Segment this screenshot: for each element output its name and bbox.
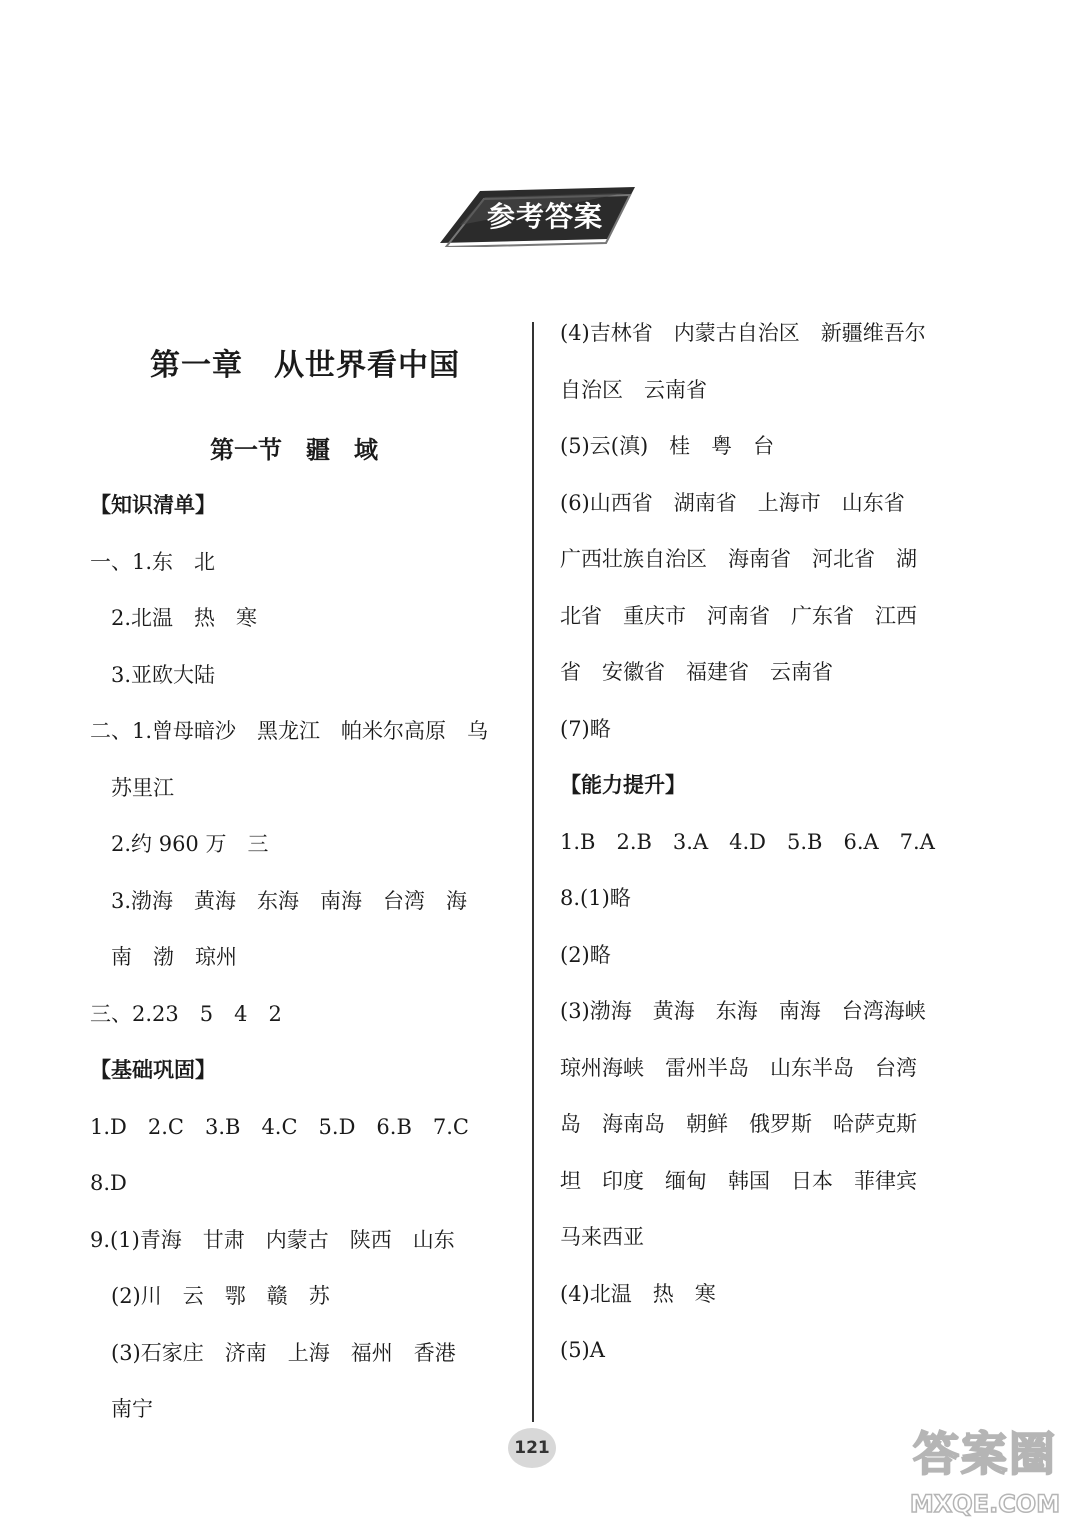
answer-line: 南 渤 琼州 <box>90 945 237 969</box>
answer-line: 省 安徽省 福建省 云南省 <box>560 660 833 684</box>
chapter-title: 第一章 从世界看中国 <box>150 348 460 383</box>
answer-line: (3)渤海 黄海 东海 南海 台湾海峡 <box>560 999 926 1023</box>
answer-line: 【知识清单】 <box>90 492 216 517</box>
section-title: 第一节 疆 域 <box>210 435 378 464</box>
answer-line: 自治区 云南省 <box>560 377 707 402</box>
answer-line: 三、2.23 5 4 2 <box>90 1001 282 1026</box>
answer-line: 南宁 <box>90 1397 153 1421</box>
watermark <box>900 1418 1070 1528</box>
answer-line: 坦 印度 缅甸 韩国 日本 菲律宾 <box>560 1168 917 1193</box>
watermark-url: MXQE.COM <box>909 1490 1061 1518</box>
column-divider <box>532 322 534 1422</box>
answer-line: (2)略 <box>560 942 611 967</box>
answer-line: 岛 海南岛 朝鲜 俄罗斯 哈萨克斯 <box>560 1112 917 1136</box>
answer-line: 【基础巩固】 <box>90 1057 216 1082</box>
answer-line: 8.(1)略 <box>560 886 631 910</box>
answer-line: 【能力提升】 <box>560 772 686 797</box>
answer-line: 1.D 2.C 3.B 4.C 5.D 6.B 7.C <box>90 1114 469 1139</box>
answer-line: 2.北温 热 寒 <box>90 606 258 630</box>
answer-line: (6)山西省 湖南省 上海市 山东省 <box>560 490 905 515</box>
answer-line: 2.约 960 万 三 <box>90 832 269 856</box>
watermark-logo: 答案圈 <box>913 1427 1057 1481</box>
answer-line: 一、1.东 北 <box>90 549 216 574</box>
answer-line: 北省 重庆市 河南省 广东省 江西 <box>560 603 917 628</box>
answer-line: (7)略 <box>560 716 611 741</box>
answer-line: 1.B 2.B 3.A 4.D 5.B 6.A 7.A <box>560 829 935 854</box>
answer-line: (5)A <box>560 1338 605 1362</box>
answer-line: 二、1.曾母暗沙 黑龙江 帕米尔高原 乌 <box>90 719 489 743</box>
answer-line: 广西壮族自治区 海南省 河北省 湖 <box>560 547 917 571</box>
answer-line: 8.D <box>90 1171 127 1195</box>
page-number: 121 <box>508 1428 556 1468</box>
answer-line: 马来西亚 <box>560 1225 644 1249</box>
answer-line: 苏里江 <box>90 775 174 800</box>
answer-line: (4)吉林省 内蒙古自治区 新疆维吾尔 <box>560 321 926 345</box>
answer-line: (2)川 云 鄂 赣 苏 <box>90 1284 330 1308</box>
answer-line: 3.亚欧大陆 <box>90 662 216 687</box>
answer-banner <box>440 185 635 247</box>
answer-line: 3.渤海 黄海 东海 南海 台湾 海 <box>90 888 468 913</box>
banner-title: 参考答案 <box>486 200 603 233</box>
answer-line: (3)石家庄 济南 上海 福州 香港 <box>90 1340 456 1365</box>
answer-line: 9.(1)青海 甘肃 内蒙古 陕西 山东 <box>90 1227 455 1252</box>
answer-line: 琼州海峡 雷州半岛 山东半岛 台湾 <box>560 1055 917 1080</box>
answer-line: (5)云(滇) 桂 粤 台 <box>560 434 775 458</box>
answer-line: (4)北温 热 寒 <box>560 1281 716 1306</box>
